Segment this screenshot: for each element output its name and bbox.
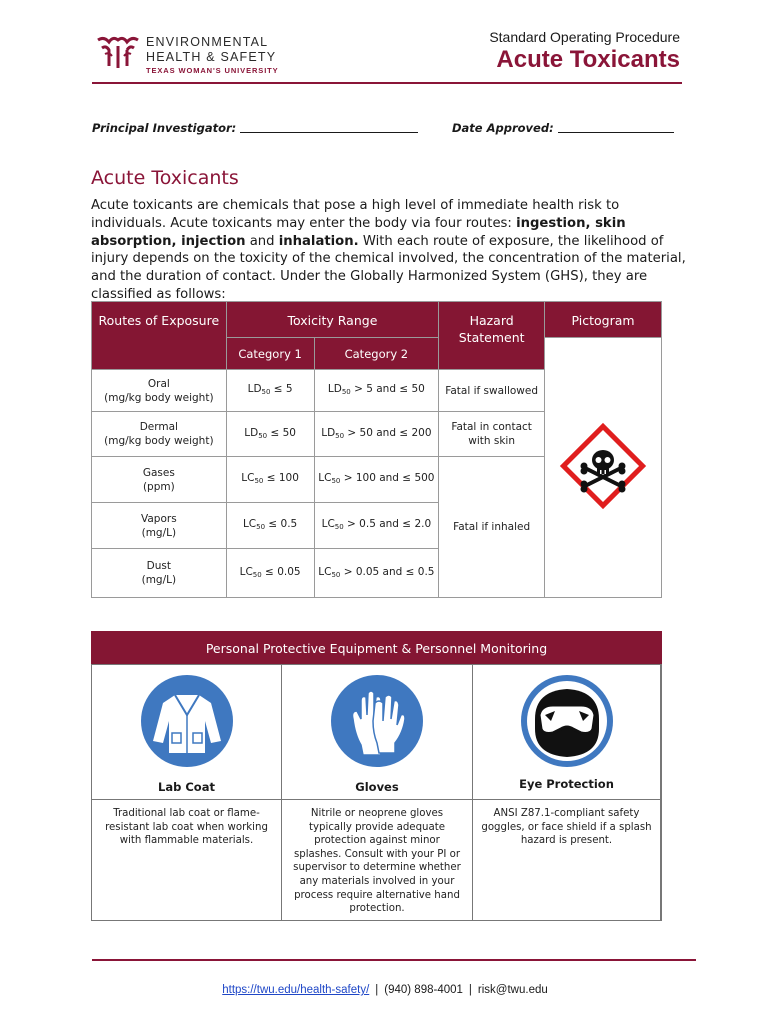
intro-bold-inhalation: inhalation. — [278, 233, 359, 249]
skull-crossbones-icon — [557, 420, 649, 512]
document-title: Acute Toxicants — [496, 46, 680, 73]
ppe-eye-protection — [473, 665, 661, 920]
route-unit: (mg/L) — [141, 574, 177, 586]
header-toxicity-range: Toxicity Range — [226, 302, 439, 338]
route-unit: (mg/kg body weight) — [104, 391, 214, 404]
goggles-icon — [521, 675, 613, 767]
ppe-gloves — [282, 665, 473, 920]
category-2-cell: $LD_{50} > 50$ and ≤ 200 — [314, 412, 439, 457]
footer-divider — [92, 959, 696, 961]
footer-separator: | — [468, 984, 472, 996]
hazard-cell: Fatal in contact with skin — [439, 412, 545, 457]
intro-text-2: and — [245, 233, 279, 249]
route-unit: (mg/kg body weight) — [104, 435, 214, 447]
category-1-cell: $LC_{50} \le 100$ — [226, 457, 314, 503]
category-1-cell: $LD_{50} \le 50$ — [226, 412, 314, 457]
intro-text-3: With each route of exposure, the likelihood of injury depends on the toxicity of the chemical involved, the concentration of the material, and the duration of contact. Under the Globally Harmonized System (GHS), they are classified as follows: — [91, 233, 686, 302]
twu-logo-icon — [96, 36, 140, 70]
ppe-label: Gloves — [355, 780, 399, 794]
ppe-divider — [92, 799, 661, 800]
header-category-2: Category 2 — [314, 338, 439, 370]
route-unit: (mg/L) — [141, 526, 177, 539]
route-name: Vapors — [140, 512, 177, 525]
hazard-cell: Fatal if swallowed — [439, 370, 545, 412]
header-pictogram: Pictogram — [545, 302, 662, 338]
pictogram-cell — [545, 338, 662, 598]
category-2-cell: $LD_{50} > 5$ and ≤ 50 — [314, 370, 439, 412]
route-name: Dermal — [139, 421, 178, 433]
route-cell — [92, 503, 227, 549]
section-heading: Acute Toxicants — [91, 167, 239, 189]
logo-text-line2: HEALTH & SAFETY — [146, 50, 277, 64]
footer — [0, 984, 770, 996]
document-type: Standard Operating Procedure — [489, 29, 680, 45]
ppe-description: Nitrile or neoprene gloves typically provide adequate protection against minor splashes. Consult with your PI or supervisor to determine whether any materials involved in your process require alternative hand protection. — [293, 808, 461, 915]
logo-text-line3: TEXAS WOMAN'S UNIVERSITY — [146, 66, 279, 75]
category-1-cell: $LD_{50} \le 5$ — [226, 370, 314, 412]
header-category-1: Category 1 — [226, 338, 314, 370]
pi-label: Principal Investigator: — [92, 121, 237, 135]
category-1-cell: $LC_{50} \le 0.5$ — [226, 503, 314, 549]
phone-number: (940) 898-4001 — [384, 984, 463, 996]
route-cell — [92, 370, 227, 412]
header-routes: Routes of Exposure — [92, 302, 227, 370]
category-2-cell: $LC_{50} > 0.05$ and ≤ 0.5 — [314, 549, 439, 598]
ppe-description: ANSI Z87.1-compliant safety goggles, or face shield if a splash hazard is present. — [481, 808, 652, 847]
date-label: Date Approved: — [452, 121, 554, 135]
ppe-description: Traditional lab coat or flame-resistant lab coat when working with flammable materials. — [105, 808, 268, 847]
header-hazard-statement: Hazard Statement — [439, 302, 545, 370]
logo-text-line1: ENVIRONMENTAL — [146, 35, 269, 49]
route-name: Dust — [146, 560, 171, 572]
ppe-label: Eye Protection — [519, 777, 614, 791]
gloves-icon — [331, 675, 423, 767]
lab-coat-icon — [141, 675, 233, 767]
website-link[interactable]: https://twu.edu/health-safety/ — [222, 984, 370, 996]
footer-separator: | — [375, 984, 379, 996]
pi-blank-line[interactable] — [240, 123, 418, 133]
toxicity-table — [91, 301, 662, 598]
email-address: risk@twu.edu — [477, 984, 548, 996]
date-blank-line[interactable] — [558, 123, 674, 133]
ppe-section-title: Personal Protective Equipment & Personnel Monitoring — [91, 631, 662, 664]
hazard-cell-inhaled: Fatal if inhaled — [439, 457, 545, 598]
date-approved-field — [452, 121, 674, 135]
intro-bold-routes: ingestion, skin absorption, injection — [91, 215, 626, 249]
route-cell — [92, 412, 227, 457]
route-name: Oral — [147, 377, 170, 390]
ppe-lab-coat — [92, 665, 282, 920]
ppe-label: Lab Coat — [158, 780, 215, 794]
intro-text-1: Acute toxicants are chemicals that pose a high level of immediate health risk to individuals. Acute toxicants may enter the body via four routes: — [91, 198, 620, 231]
route-name: Gases — [142, 466, 175, 479]
ppe-grid — [91, 664, 662, 921]
route-cell — [92, 457, 227, 503]
category-2-cell: $LC_{50} > 0.5$ and ≤ 2.0 — [314, 503, 439, 549]
ehs-logo — [96, 34, 296, 78]
route-cell — [92, 549, 227, 598]
intro-paragraph — [91, 197, 686, 304]
route-unit: (ppm) — [142, 480, 175, 493]
category-1-cell: $LC_{50} \le 0.05$ — [226, 549, 314, 598]
category-2-cell: $LC_{50} > 100$ and ≤ 500 — [314, 457, 439, 503]
header-divider — [92, 82, 682, 84]
principal-investigator-field — [92, 121, 418, 135]
